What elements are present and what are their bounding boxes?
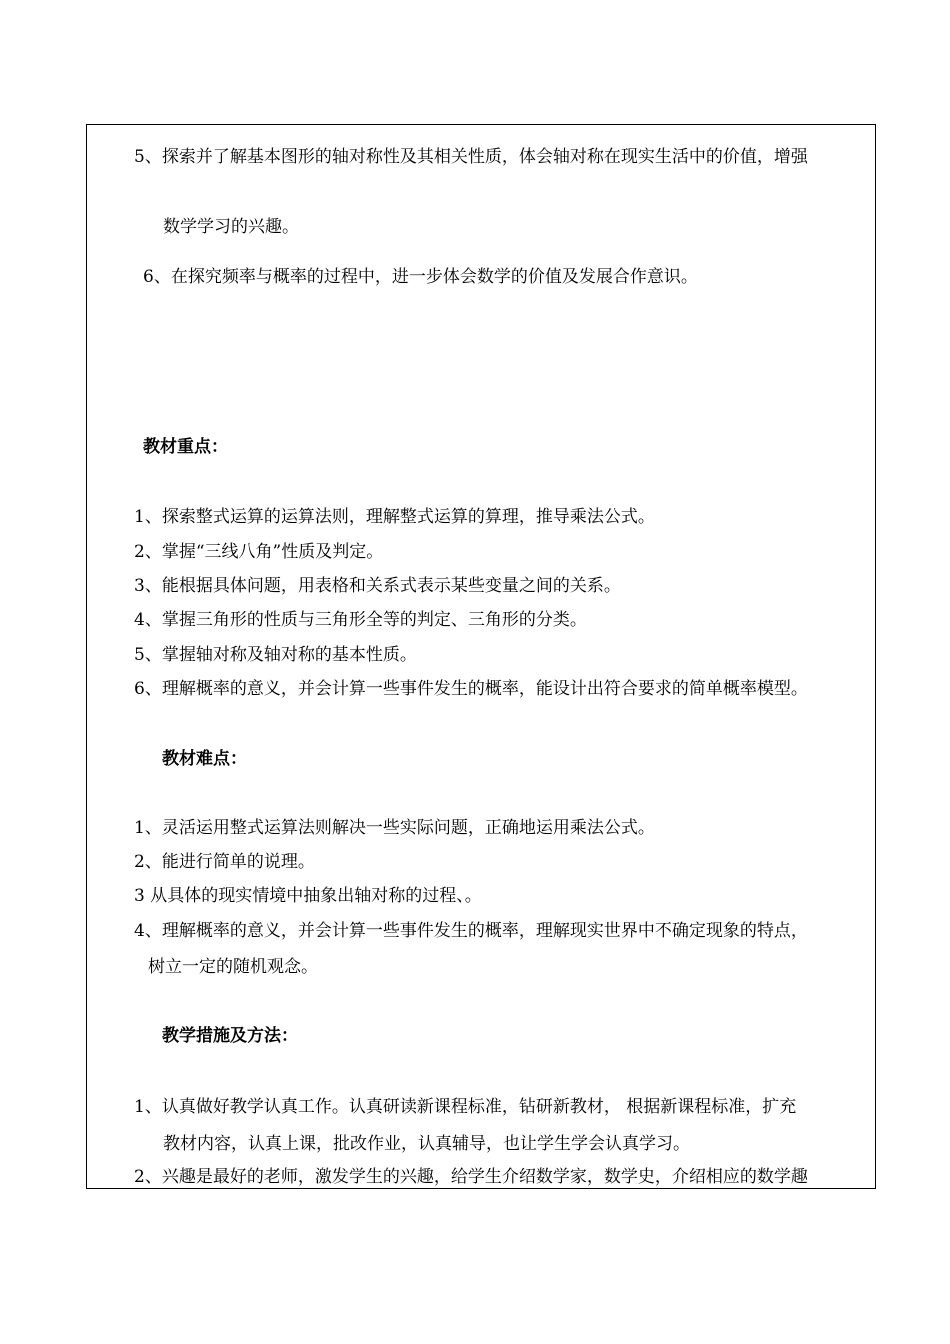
key-point-item: 4、掌握三角形的性质与三角形全等的判定、三角形的分类。 [134,610,587,630]
objective-item-5-line-1: 5、探索并了解基本图形的轴对称性及其相关性质，体会轴对称在现实生活中的价值，增强 [134,147,808,167]
measure-item-1-line-2: 教材内容，认真上课，批改作业，认真辅导，也让学生学会认真学习。 [163,1134,690,1154]
key-point-item: 2、掌握“三线八角”性质及判定。 [134,542,384,562]
measure-item-1-line-1: 1、认真做好教学认真工作。认真研读新课程标准，钻研新教材， 根据新课程标准，扩充 [134,1097,797,1117]
key-point-item: 3、能根据具体问题，用表格和关系式表示某些变量之间的关系。 [134,576,621,596]
difficulty-item-4-continuation: 树立一定的随机观念。 [148,957,318,977]
key-points-heading: 教材重点： [143,437,228,457]
key-point-item: 5、掌握轴对称及轴对称的基本性质。 [134,645,417,665]
measure-item-2-line-1: 2、兴趣是最好的老师，激发学生的兴趣，给学生介绍数学家，数学史，介绍相应的数学趣 [134,1167,808,1187]
difficulties-heading: 教材难点： [162,749,247,769]
measures-heading: 教学措施及方法： [162,1026,298,1046]
key-point-item: 1、探索整式运算的运算法则，理解整式运算的算理，推导乘法公式。 [134,507,655,527]
difficulty-item: 4、理解概率的意义，并会计算一些事件发生的概率，理解现实世界中不确定现象的特点， [134,921,808,941]
difficulty-item: 2、能进行简单的说理。 [134,852,315,872]
key-point-item: 6、理解概率的意义，并会计算一些事件发生的概率，能设计出符合要求的简单概率模型。 [134,679,808,699]
difficulty-item: 1、灵活运用整式运算法则解决一些实际问题，正确地运用乘法公式。 [134,818,655,838]
objective-item-5-line-2: 数学学习的兴趣。 [163,217,299,237]
difficulty-item: 3 从具体的现实情境中抽象出轴对称的过程、。 [134,886,482,906]
objective-item-6: 6、在探究频率与概率的过程中，进一步体会数学的价值及发展合作意识。 [143,267,698,287]
